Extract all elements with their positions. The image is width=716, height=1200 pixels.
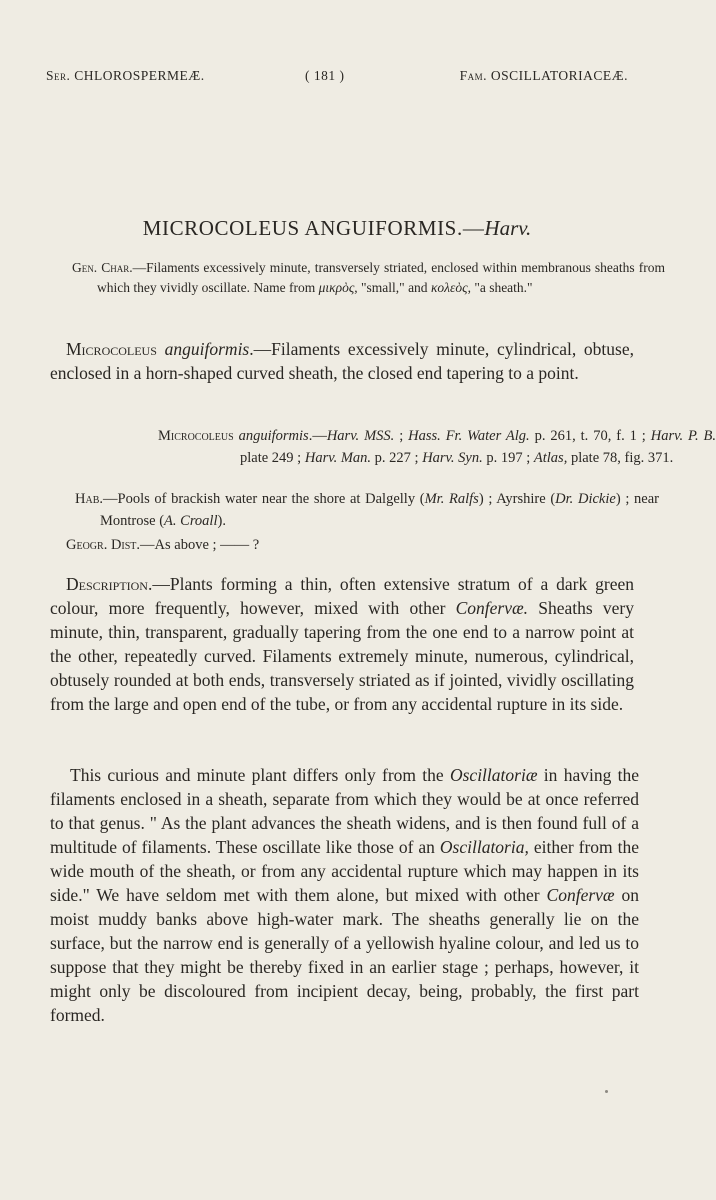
ref-text: p. 227 ; xyxy=(371,450,423,466)
ref-epithet: anguiformis xyxy=(238,428,309,444)
heading-author: Harv. xyxy=(484,216,532,240)
geography-label: Geogr. Dist. xyxy=(66,537,141,553)
description xyxy=(50,572,634,716)
habitat-text: —Pools of brackish water near the shore at Dalgelly ( xyxy=(103,491,425,507)
species-epithet: anguiformis xyxy=(164,339,250,359)
ref-genus: Microcoleus xyxy=(158,428,234,444)
ref-text: p. 197 ; xyxy=(482,450,534,466)
running-head-series xyxy=(46,68,205,84)
series-label: Ser. xyxy=(46,68,71,83)
description-text: Sheaths very minute, thin, transparent, gradually tapering from the one end to a narrow point at the other, repeatedly curved. Filaments extremely minute, numerous, cylindrical, obtusely rounded at both ends, transversely striated as if jointed, vividly oscillating from the large and open end of the tube, or from any accidental rupture in its side. xyxy=(50,598,634,714)
ref-citation: Harv. MSS. xyxy=(326,428,395,444)
ref-citation: Harv. Syn. xyxy=(422,450,483,466)
ref-citation: Harv. Man. xyxy=(304,450,372,466)
ref-citation: Harv. P. B. xyxy=(650,428,716,444)
ref-text: p. 261, t. 70, f. 1 ; xyxy=(529,428,651,444)
paper-speck xyxy=(605,1090,608,1093)
remarks-text: This curious and minute plant differs only from the xyxy=(70,765,450,785)
remarks-text: in having the filaments enclosed in a sheath, separate from which they would be at once referred to that genus. " As the plant advances the sheath widens, and is then found full of a multitude of filaments. These oscillate like those of an xyxy=(50,765,639,857)
gen-char-text-3: , "a sheath." xyxy=(467,280,533,295)
running-head-family xyxy=(460,68,628,84)
greek-word-mikros: μικρὸς xyxy=(318,280,355,295)
species-diagnosis xyxy=(50,337,634,385)
taxon-name: Confervæ xyxy=(546,885,615,905)
collector: Mr. Ralfs xyxy=(424,491,479,507)
species-text: .—Filaments excessively minute, cylindrical, obtuse, enclosed in a horn-shaped curved sheath, the closed end tapering to a point. xyxy=(50,339,634,383)
family-label: Fam. xyxy=(459,68,487,83)
remarks xyxy=(50,763,639,1027)
page-number: ( 181 ) xyxy=(305,68,345,83)
heading-name: MICROCOLEUS ANGUIFORMIS.— xyxy=(142,216,485,240)
taxon-name: Oscillatoriæ xyxy=(449,765,538,785)
description-text: —Plants forming a thin, often extensive stratum of a dark green colour, more frequently, however, mixed with other xyxy=(50,574,634,618)
ref-citation: Hass. Fr. Water Alg. xyxy=(408,428,530,444)
habitat xyxy=(75,488,659,532)
gen-char-text-2: , "small," and xyxy=(354,280,431,295)
geography-text: —As above ; —— ? xyxy=(140,537,260,553)
description-label: Description. xyxy=(66,574,153,594)
ref-text: plate 78, fig. 371. xyxy=(567,450,674,466)
ref-text: plate 249 ; xyxy=(240,450,305,466)
species-genus: Microcoleus xyxy=(66,339,157,359)
collector: A. Croall xyxy=(164,513,218,529)
taxon-name: Confervæ. xyxy=(455,598,529,618)
ref-text: ; xyxy=(394,428,409,444)
species-heading xyxy=(0,216,674,241)
series-value: CHLOROSPERMEÆ. xyxy=(74,68,205,83)
remarks-text: on moist muddy banks above high-water mark. The sheaths generally lie on the surface, but the narrow end is generally of a yellowish hyaline colour, and led us to suppose that they might be thereby fixed in an earlier stage ; perhaps, however, it might only be discoloured from incipient decay, being, probably, the first part formed. xyxy=(50,885,639,1025)
taxon-name: Oscillatoria, xyxy=(439,837,529,857)
habitat-label: Hab. xyxy=(75,491,103,507)
gen-char-label: Gen. Char. xyxy=(72,260,133,275)
ref-citation: Atlas, xyxy=(533,450,568,466)
habitat-text: ) ; Ayrshire ( xyxy=(478,491,556,507)
gen-char-text-1: —Filaments excessively minute, transversely striated, enclosed within membranous sheaths from which they vividly oscillate. Name from xyxy=(97,260,665,295)
geographical-distribution xyxy=(50,534,634,556)
remarks-text: either from the wide mouth of the sheath, or from any accidental rupture which may happen in its side." We have seldom met with them alone, but mixed with other xyxy=(50,837,639,905)
greek-word-koleos: κολεὸς xyxy=(430,280,468,295)
references xyxy=(158,425,716,469)
family-value: OSCILLATORIACEÆ. xyxy=(490,68,628,83)
generic-character xyxy=(72,258,665,298)
collector: Dr. Dickie xyxy=(555,491,616,507)
habitat-text: ) ; near Montrose ( xyxy=(100,491,660,529)
ref-text: .— xyxy=(308,428,327,444)
habitat-text: ). xyxy=(217,513,226,529)
